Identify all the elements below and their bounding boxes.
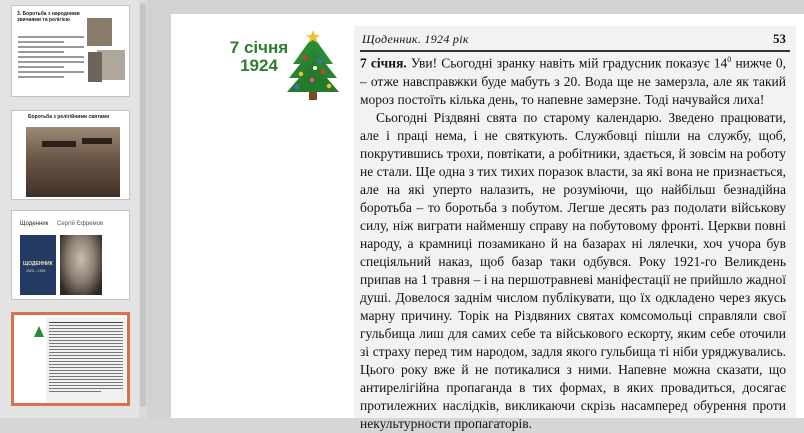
thumbnail-portrait	[60, 235, 102, 295]
thumbnail-title: Боротьба з релігійними святами	[28, 114, 110, 120]
mini-book-page	[46, 317, 126, 403]
book-header-title: Щоденник. 1924 рік	[362, 32, 469, 46]
paragraph-text: Уви! Сьогодні зранку навіть мій градусник показує 14	[406, 55, 728, 71]
slide-thumbnail-panel[interactable]	[0, 0, 148, 418]
thumbnail-banner	[82, 138, 112, 144]
diary-text	[360, 51, 786, 433]
slide-date-title: 7 січня 1924	[229, 38, 289, 75]
diary-page-scan	[354, 26, 796, 431]
current-slide[interactable]	[171, 14, 804, 431]
diary-paragraph: Сьогодні Різдвяні свята по старому календарю. Зведено працювати, але і праці нема, і не святкують. Службовці пішли на службу, щоб, покрутившись трохи, повтікати, а робітники, здається, й зовсім на роботу не стали. Ще одна з тих тихих поразок власти, за які вона не признається, але на які уперто налазить, не розуміючи, що найбільш безнадійна боротьба – то боротьба з побутом. Легше десять раз подолати військову силу, ніж виграти найменшу справу на побутовому фронті. Церкви повні народу, а крамниці позамикано й на базарах ні лялечки, хоч учора був спеціяльний наказ, щоб базар таки одбувся. Року 1921-го Великдень припав на 1 травня – і на першотравневі маніфестації не прийшло жадної душі. Довелося заднім числом публікувати, що їх одкладено через якусь марну причину. Торік на Різдвяних святах комсомольці справляли свої гульбища лиш для самих себе та військового ескорту, яким себе оточили зі страху перед тим народом, задля якого гульбища ті ніби уряджувались. Цього року вже й не потикалися з ними. Напевне можна сказати, що антирелігійна пропаганда в тих формах, в яких провадиться, досягає протилежних наслідків, викликаючи скрізь насамперед обурення проти некультурности пропагаторів.	[360, 109, 786, 431]
mini-tree-icon	[34, 326, 44, 337]
thumbnail-book-cover	[20, 235, 56, 295]
thumbnail-banner	[42, 141, 76, 147]
thumbnail-scrollbar[interactable]	[139, 0, 147, 418]
book-label: ЩОДЕННИК	[23, 261, 53, 267]
thumbnail-photo	[87, 18, 112, 46]
slide-thumbnail-2[interactable]	[11, 110, 130, 200]
paragraph-text: нижче 0, – отже навсправжки буде мабуть з 20. Вода ще не замерзла, але як такий мороз постоїть кілька день, то напевне замерзне. Тоді начувайся лиха!	[360, 55, 786, 107]
thumbnail-bullets	[18, 36, 84, 81]
degree-superscript: 0	[727, 55, 732, 64]
slide-thumbnail-1[interactable]	[11, 5, 130, 97]
slide-thumbnail-4[interactable]	[11, 312, 130, 406]
scrollbar-thumb[interactable]	[140, 3, 146, 407]
diary-paragraph	[360, 51, 786, 109]
slide-editor-area[interactable]	[147, 0, 804, 431]
book-years: 1923 – 1929	[26, 269, 46, 273]
thumbnail-title: 3. Боротьба з народними звичаями та релігією	[17, 11, 80, 23]
thumbnail-photo	[88, 52, 102, 82]
christmas-tree-icon	[285, 28, 341, 104]
book-page-number: 53	[773, 31, 786, 46]
entry-date: 7 січня.	[360, 55, 407, 71]
thumbnail-title: Щоденник	[20, 221, 49, 227]
slide-thumbnail-3[interactable]	[11, 210, 130, 300]
thumbnail-subtitle: Сергій Єфремов	[57, 221, 104, 227]
